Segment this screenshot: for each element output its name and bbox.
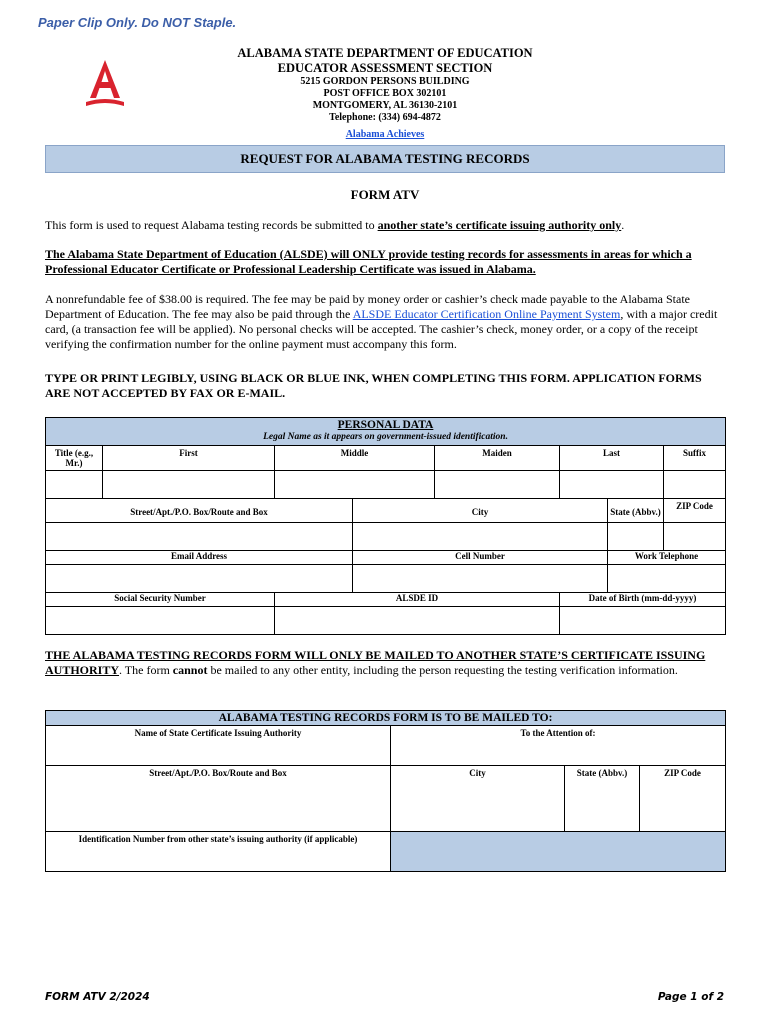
payment-system-link[interactable]: ALSDE Educator Certification Online Payment System (352, 307, 621, 321)
address-city: MONTGOMERY, AL 36130-2101 (312, 100, 458, 111)
alsde-id-field[interactable] (275, 607, 560, 635)
form-title: FORM ATV (350, 187, 420, 202)
maiden-name-field[interactable] (435, 471, 560, 499)
dob-label: Date of Birth (mm-dd-yyyy) (560, 593, 726, 607)
telephone: Telephone: (334) 694-4872 (329, 112, 441, 123)
mail-city-label: City (391, 766, 565, 832)
agency-name: ALABAMA STATE DEPARTMENT OF EDUCATION (237, 46, 533, 60)
work-phone-field[interactable] (608, 565, 726, 593)
eligibility-paragraph: The Alabama State Department of Education (ALSDE) will ONLY provide testing records for assessments in areas for which a Professional Educator Certificate or Professional Leadership Certificate was issued in Alabama. (45, 247, 692, 276)
address-building: 5215 GORDON PERSONS BUILDING (300, 76, 470, 87)
alabama-achieves-link[interactable]: Alabama Achieves (345, 129, 425, 140)
zip-label: ZIP Code (664, 499, 726, 523)
cell-label: Cell Number (353, 551, 608, 565)
state-field[interactable] (608, 523, 664, 551)
intro-paragraph: This form is used to request Alabama testing records be submitted to another state’s certificate issuing authority only. (45, 218, 625, 232)
last-name-label: Last (560, 446, 664, 471)
middle-name-field[interactable] (275, 471, 435, 499)
form-banner: REQUEST FOR ALABAMA TESTING RECORDS (45, 145, 725, 173)
title-field[interactable] (46, 471, 103, 499)
ssn-label: Social Security Number (46, 593, 275, 607)
attention-label: To the Attention of: (391, 726, 726, 766)
ink-instructions: TYPE OR PRINT LEGIBLY, USING BLACK OR BLUE INK, WHEN COMPLETING THIS FORM. APPLICATION FORMS ARE NOT ACCEPTED BY FAX OR E-MAIL. (45, 371, 702, 400)
authority-label: Name of State Certificate Issuing Authority (46, 726, 391, 766)
first-name-label: First (103, 446, 275, 471)
page-number: Page 1 of 2 (657, 991, 724, 1003)
middle-name-label: Middle (275, 446, 435, 471)
address-po-box: POST OFFICE BOX 302101 (323, 88, 447, 99)
mailing-restriction-paragraph: THE ALABAMA TESTING RECORDS FORM WILL ONLY BE MAILED TO ANOTHER STATE’S CERTIFICATE ISSUING AUTHORITY. The form cannot be mailed to any other entity, including the person requesting the testing verification information. (45, 648, 706, 677)
city-label: City (353, 499, 608, 523)
city-field[interactable] (353, 523, 608, 551)
dob-field[interactable] (560, 607, 726, 635)
state-label: State (Abbv.) (608, 499, 664, 523)
fee-paragraph: A nonrefundable fee of $38.00 is required. The fee may be paid by money order or cashier’s check made payable to the Alabama State Department of Education. The fee may also be paid through the ALSDE Educator Certification Online Payment System, with a major credit card, (a transaction fee will be applied). No personal checks will be accepted. The cashier’s check, money order, or a copy of the receipt verifying the confirmation number for the online payment must accompany this form. (45, 292, 718, 351)
work-phone-label: Work Telephone (608, 551, 726, 565)
ssn-field[interactable] (46, 607, 275, 635)
street-label: Street/Apt./P.O. Box/Route and Box (46, 499, 353, 523)
agency-header (170, 46, 600, 142)
cell-field[interactable] (353, 565, 608, 593)
alabama-logo-icon (84, 58, 126, 110)
first-name-field[interactable] (103, 471, 275, 499)
mail-zip-label: ZIP Code (640, 766, 726, 832)
mail-street-label: Street/Apt./P.O. Box/Route and Box (46, 766, 391, 832)
zip-field[interactable] (664, 523, 726, 551)
email-label: Email Address (46, 551, 353, 565)
alsde-id-label: ALSDE ID (275, 593, 560, 607)
suffix-field[interactable] (664, 471, 726, 499)
staple-notice: Paper Clip Only. Do NOT Staple. (38, 15, 237, 30)
id-number-field[interactable] (391, 832, 726, 872)
street-field[interactable] (46, 523, 353, 551)
mail-to-table (45, 710, 726, 872)
legal-name-note: Legal Name as it appears on government-issued identification. (263, 432, 508, 442)
maiden-name-label: Maiden (435, 446, 560, 471)
mail-state-label: State (Abbv.) (565, 766, 640, 832)
form-version: FORM ATV 2/2024 (45, 991, 150, 1003)
section-name: EDUCATOR ASSESSMENT SECTION (277, 61, 493, 75)
mail-to-heading: ALABAMA TESTING RECORDS FORM IS TO BE MAILED TO: (46, 711, 726, 726)
email-field[interactable] (46, 565, 353, 593)
personal-data-table (45, 417, 726, 635)
personal-data-heading: PERSONAL DATA (337, 419, 434, 431)
id-number-label: Identification Number from other state’s issuing authority (if applicable) (46, 832, 391, 872)
title-label: Title (e.g., Mr.) (46, 446, 103, 471)
suffix-label: Suffix (664, 446, 726, 471)
last-name-field[interactable] (560, 471, 664, 499)
